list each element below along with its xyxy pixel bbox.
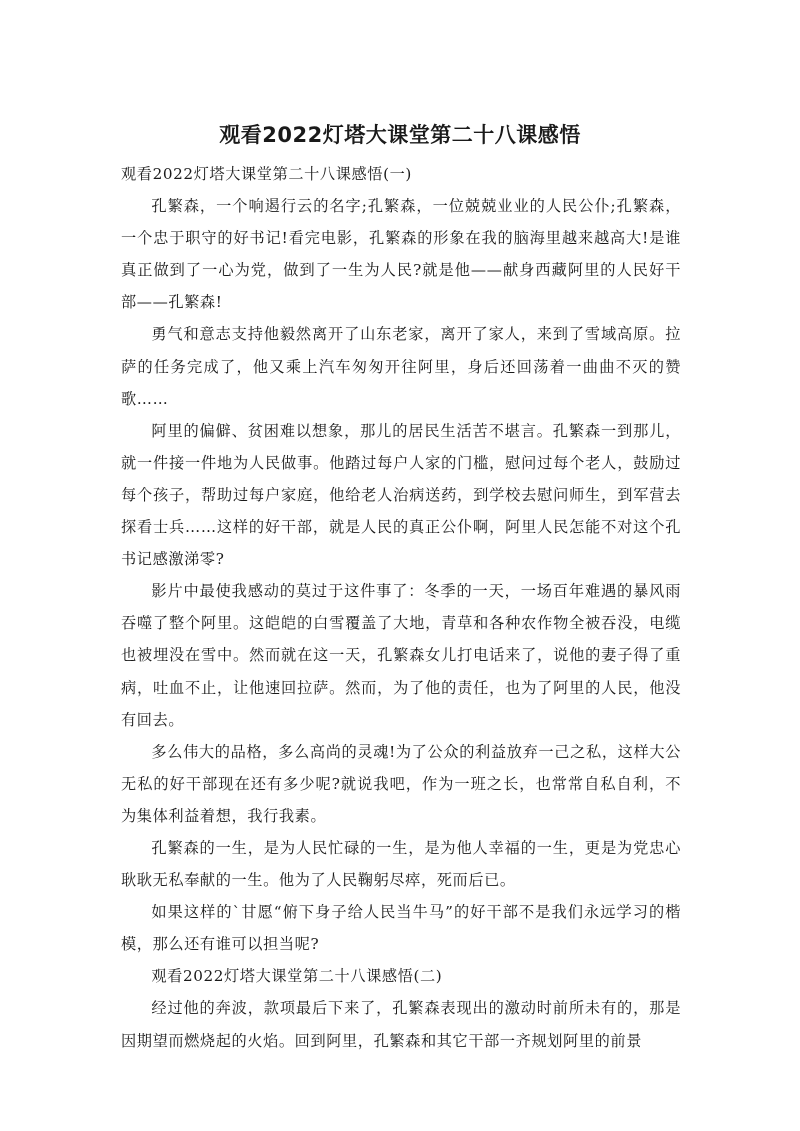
- paragraph: 孔繁森，一个响遏行云的名字;孔繁森，一位兢兢业业的人民公仆;孔繁森，一个忠于职守的好书记!看完电影，孔繁森的形象在我的脑海里越来越高大!是谁真正做到了一心为党，做到了一生为人民?就是他——献身西藏阿里的人民好干部——孔繁森!: [121, 197, 681, 312]
- paragraph: 经过他的奔波，款项最后下来了，孔繁森表现出的激动时前所未有的，那是因期望而燃烧起的火焰。回到阿里，孔繁森和其它干部一齐规划阿里的前景: [121, 999, 681, 1050]
- paragraph: 影片中最使我感动的莫过于这件事了：冬季的一天，一场百年难遇的暴风雨吞噬了整个阿里。这皑皑的白雪覆盖了大地，青草和各种农作物全被吞没，电缆也被埋没在雪中。然而就在这一天，孔繁森女儿打电话来了，说他的妻子得了重病，吐血不止，让他速回拉萨。然而，为了他的责任，也为了阿里的人民，他没有回去。: [121, 582, 681, 729]
- paragraph: 孔繁森的一生，是为人民忙碌的一生，是为他人幸福的一生，更是为党忠心耿耿无私奉献的一生。他为了人民鞠躬尽瘁，死而后已。: [121, 838, 681, 890]
- document-body: [121, 158, 681, 1057]
- paragraph: 阿里的偏僻、贫困难以想象，那儿的居民生活苦不堪言。孔繁森一到那儿，就一件接一件地为人民做事。他踏过每户人家的门槛，慰问过每个老人，鼓励过每个孩子，帮助过每户家庭，他给老人治病送药，到学校去慰问师生，到军营去探看士兵……这样的好干部，就是人民的真正公仆啊，阿里人民怎能不对这个孔书记感激涕零?: [121, 421, 681, 569]
- section-heading-2: 观看2022灯塔大课堂第二十八课感悟(二): [151, 967, 443, 986]
- section-heading-1: 观看2022灯塔大课堂第二十八课感悟(一): [121, 165, 412, 183]
- paragraph: 勇气和意志支持他毅然离开了山东老家，离开了家人，来到了雪域高原。拉萨的任务完成了，他又乘上汽车匆匆开往阿里，身后还回荡着一曲曲不灭的赞歌……: [121, 325, 681, 408]
- document-title: 观看2022灯塔大课堂第二十八课感悟: [219, 123, 581, 147]
- paragraph: 多么伟大的品格，多么高尚的灵魂!为了公众的利益放弃一己之私，这样大公无私的好干部现在还有多少呢?就说我吧，作为一班之长，也常常自私自利，不为集体利益着想，我行我素。: [121, 742, 681, 825]
- paragraph: 如果这样的`甘愿“俯下身子给人民当牛马”的好干部不是我们永远学习的楷模，那么还有谁可以担当呢?: [121, 903, 681, 954]
